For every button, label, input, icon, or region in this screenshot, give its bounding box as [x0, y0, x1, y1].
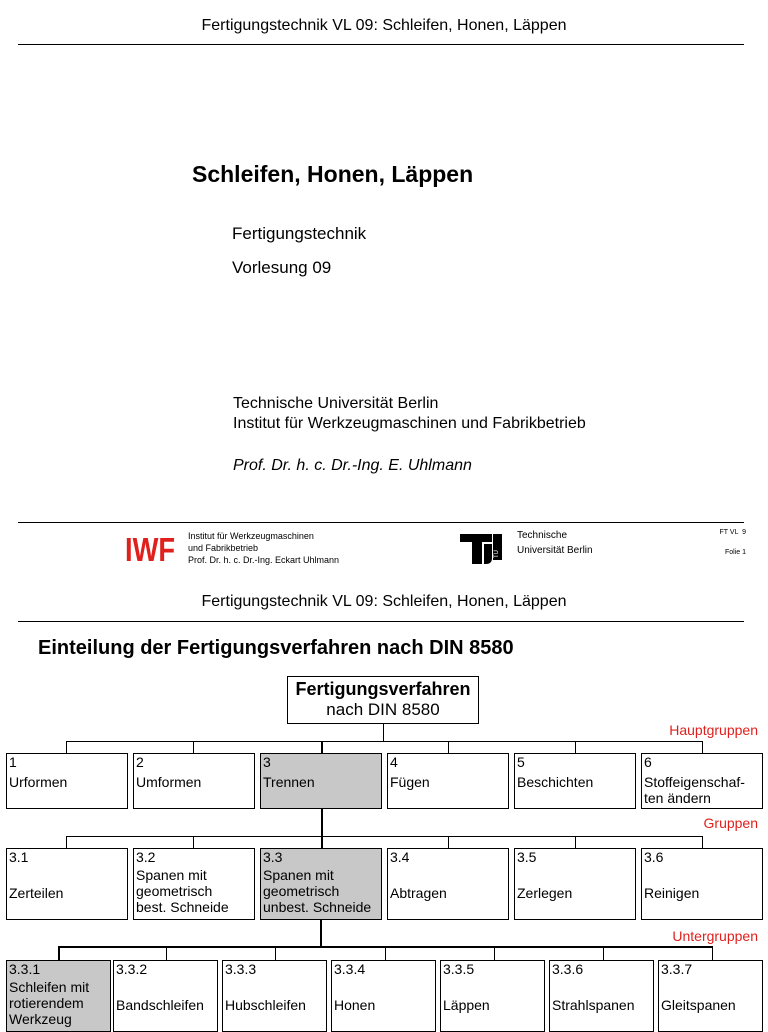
gruppe-label: Spanen mit geometrisch unbest. Schneide	[263, 867, 372, 915]
untergruppe-number: 3.3.6	[552, 961, 584, 977]
hauptgruppe-number: 2	[136, 754, 144, 770]
label-gruppen: Gruppen	[703, 815, 758, 831]
professor-name: Prof. Dr. h. c. Dr.-Ing. E. Uhlmann	[233, 457, 472, 474]
connector	[321, 836, 323, 848]
label-hauptgruppen: Hauptgruppen	[669, 722, 758, 738]
gruppe-number: 3.6	[644, 849, 664, 865]
gruppe-number: 3.3	[263, 849, 283, 865]
untergruppe-label: Gleitspanen	[661, 997, 736, 1013]
connector	[58, 946, 60, 960]
connector	[702, 836, 703, 848]
untergruppe-box	[222, 960, 327, 1032]
tu-logo-text: TU	[494, 550, 500, 558]
gruppe-label: Reinigen	[644, 885, 700, 901]
slide2-title: Einteilung der Fertigungsverfahren nach DIN 8580	[38, 637, 514, 659]
hauptgruppe-number: 3	[263, 754, 271, 770]
untergruppe-box	[6, 960, 111, 1032]
untergruppe-box	[549, 960, 654, 1032]
iwf-logo	[125, 531, 175, 570]
untergruppe-box	[113, 960, 218, 1032]
connector	[193, 741, 194, 753]
footer-rule	[18, 522, 744, 523]
hauptgruppe-number: 6	[644, 754, 652, 770]
untergruppe-box	[331, 960, 436, 1032]
hauptgruppe-box	[133, 753, 255, 809]
connector	[166, 946, 167, 960]
connector	[494, 946, 495, 960]
connector	[320, 920, 322, 946]
slide1-subtitle1: Fertigungstechnik	[232, 224, 367, 243]
hauptgruppe-box	[514, 753, 636, 809]
slide1-title: Schleifen, Honen, Läppen	[192, 161, 474, 187]
gruppe-box	[641, 848, 763, 920]
iwf-logo-text: IWF	[125, 531, 175, 568]
gruppe-number: 3.1	[9, 849, 29, 865]
root-box	[287, 676, 479, 724]
connector	[321, 741, 323, 753]
hauptgruppe-number: 4	[390, 754, 398, 770]
untergruppe-box	[440, 960, 545, 1032]
tu-line2: Universität Berlin	[517, 545, 593, 556]
slide1-header-rule	[18, 44, 744, 45]
hauptgruppe-box	[387, 753, 509, 809]
connector	[603, 946, 604, 960]
untergruppe-label: Schleifen mit rotierendem Werkzeug	[9, 979, 90, 1027]
gruppe-number: 3.2	[136, 849, 156, 865]
untergruppe-number: 3.3.3	[225, 961, 257, 977]
hauptgruppe-label: Beschichten	[517, 774, 594, 790]
hauptgruppe-label: Fügen	[390, 774, 430, 790]
connector	[575, 741, 576, 753]
hauptgruppe-label: Trennen	[263, 774, 315, 790]
root-line2: nach DIN 8580	[326, 700, 440, 719]
hauptgruppe-number: 1	[9, 754, 17, 770]
hauptgruppe-box	[260, 753, 382, 809]
connector	[712, 946, 713, 960]
root-line1: Fertigungsverfahren	[295, 679, 471, 699]
connector	[321, 808, 323, 836]
iwf-line3: Prof. Dr. h. c. Dr.-Ing. Eckart Uhlmann	[188, 555, 340, 565]
footer-folie: Folie 1	[724, 549, 746, 556]
label-untergruppen: Untergruppen	[672, 928, 758, 944]
untergruppe-box	[658, 960, 763, 1032]
hauptgruppe-label: Umformen	[136, 774, 202, 790]
connector	[385, 946, 386, 960]
hauptgruppe-box	[641, 753, 763, 809]
hauptgruppe-label: Urformen	[9, 774, 68, 790]
hauptgruppe-box	[6, 753, 128, 809]
gruppe-label: Spanen mit geometrisch best. Schneide	[136, 867, 229, 915]
gruppe-box	[260, 848, 382, 920]
iwf-line2: und Fabrikbetrieb	[188, 543, 259, 553]
gruppe-box	[6, 848, 128, 920]
connector	[66, 836, 67, 848]
gruppe-label: Zerteilen	[9, 885, 64, 901]
university-name: Technische Universität Berlin	[233, 395, 439, 412]
gruppe-box	[514, 848, 636, 920]
footer-code: FT VL 9	[719, 529, 746, 536]
connector	[702, 741, 703, 753]
untergruppe-number: 3.3.4	[334, 961, 366, 977]
untergruppe-label: Hubschleifen	[225, 997, 306, 1013]
gruppe-box	[387, 848, 509, 920]
slide2-header: Fertigungstechnik VL 09: Schleifen, Honen, Läppen	[201, 593, 567, 610]
untergruppe-number: 3.3.5	[443, 961, 475, 977]
tu-logo	[458, 530, 504, 571]
untergruppe-label: Bandschleifen	[116, 997, 204, 1013]
untergruppe-number: 3.3.7	[661, 961, 693, 977]
untergruppe-number: 3.3.1	[9, 961, 41, 977]
gruppe-number: 3.5	[517, 849, 537, 865]
connector	[66, 836, 702, 837]
untergruppe-label: Honen	[334, 997, 376, 1013]
gruppe-box	[133, 848, 255, 920]
tu-line1: Technische	[517, 530, 568, 541]
untergruppe-label: Läppen	[443, 997, 490, 1013]
untergruppe-label: Strahlspanen	[552, 997, 635, 1013]
institute-name: Institut für Werkzeugmaschinen und Fabrikbetrieb	[233, 415, 586, 432]
connector	[275, 946, 276, 960]
hauptgruppe-number: 5	[517, 754, 525, 770]
connector	[448, 741, 449, 753]
connector	[383, 724, 384, 741]
connector	[193, 836, 194, 848]
connector	[66, 741, 702, 742]
slide1-subtitle2: Vorlesung 09	[232, 258, 332, 277]
connector	[66, 741, 67, 753]
hauptgruppe-label: Stoffeigenschaf- ten ändern	[644, 774, 745, 806]
gruppe-label: Abtragen	[390, 885, 447, 901]
iwf-line1: Institut für Werkzeugmaschinen	[188, 531, 314, 541]
connector	[575, 836, 576, 848]
slide1-header: Fertigungstechnik VL 09: Schleifen, Honen, Läppen	[201, 17, 567, 34]
connector	[448, 836, 449, 848]
gruppe-number: 3.4	[390, 849, 410, 865]
gruppe-label: Zerlegen	[517, 885, 573, 901]
slide2-header-rule	[18, 621, 744, 622]
untergruppe-number: 3.3.2	[116, 961, 148, 977]
